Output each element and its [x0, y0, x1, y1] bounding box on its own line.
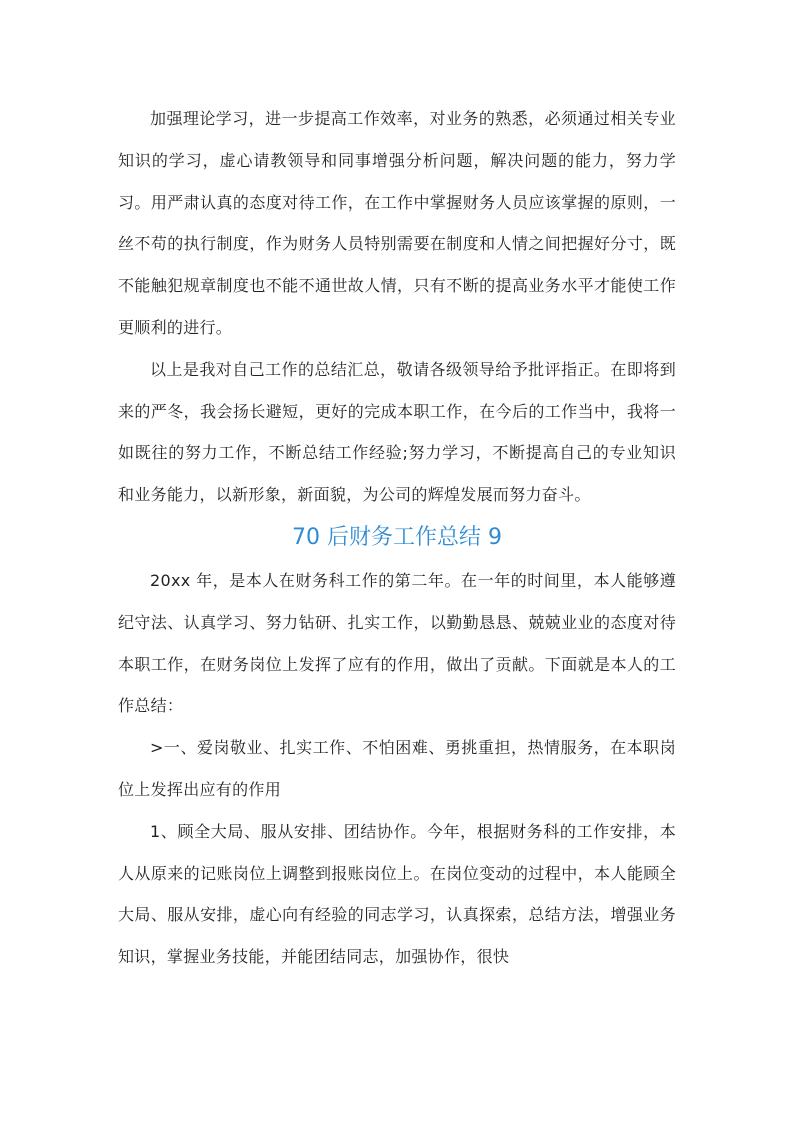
paragraph-item-one: 1、顾全大局、服从安排、团结协作。今年，根据财务科的工作安排，本人从原来的记账岗位上调整到报账岗位上。在岗位变动的过程中，本人能顾全大局、服从安排，虚心向有经验的同志学习，认真探索，总结方法，增强业务知识，掌握业务技能，并能团结同志，加强协作，很快 — [118, 821, 676, 967]
section-title: 70 后财务工作总结 9 — [292, 524, 502, 550]
paragraph-study: 加强理论学习，进一步提高工作效率，对业务的熟悉，必须通过相关专业知识的学习，虚心请教领导和同事增强分析问题，解决问题的能力，努力学习。用严肃认真的态度对待工作，在工作中掌握财务人员应该掌握的原则，一丝不苟的执行制度，作为财务人员特别需要在制度和人情之间把握好分寸，既不能触犯规章制度也不能不通世故人情，只有不断的提高业务水平才能使工作更顺利的进行。 — [118, 109, 676, 337]
paragraph-intro: 20xx 年，是本人在财务科工作的第二年。在一年的时间里，本人能够遵纪守法、认真学习、努力钻研、扎实工作，以勤勤恳恳、兢兢业业的态度对待本职工作，在财务岗位上发挥了应有的作用，做出了贡献。下面就是本人的工作总结： — [118, 570, 676, 716]
paragraph-conclusion: 以上是我对自己工作的总结汇总，敬请各级领导给予批评指正。在即将到来的严冬，我会扬长避短，更好的完成本职工作，在今后的工作当中，我将一如既往的努力工作，不断总结工作经验;努力学习，不断提高自己的专业知识和业务能力，以新形象，新面貌，为公司的辉煌发展而努力奋斗。 — [118, 359, 676, 505]
paragraph-heading-one: >一、爱岗敬业、扎实工作、不怕困难、勇挑重担，热情服务，在本职岗位上发挥出应有的作用 — [118, 738, 676, 799]
document-page — [118, 98, 676, 978]
